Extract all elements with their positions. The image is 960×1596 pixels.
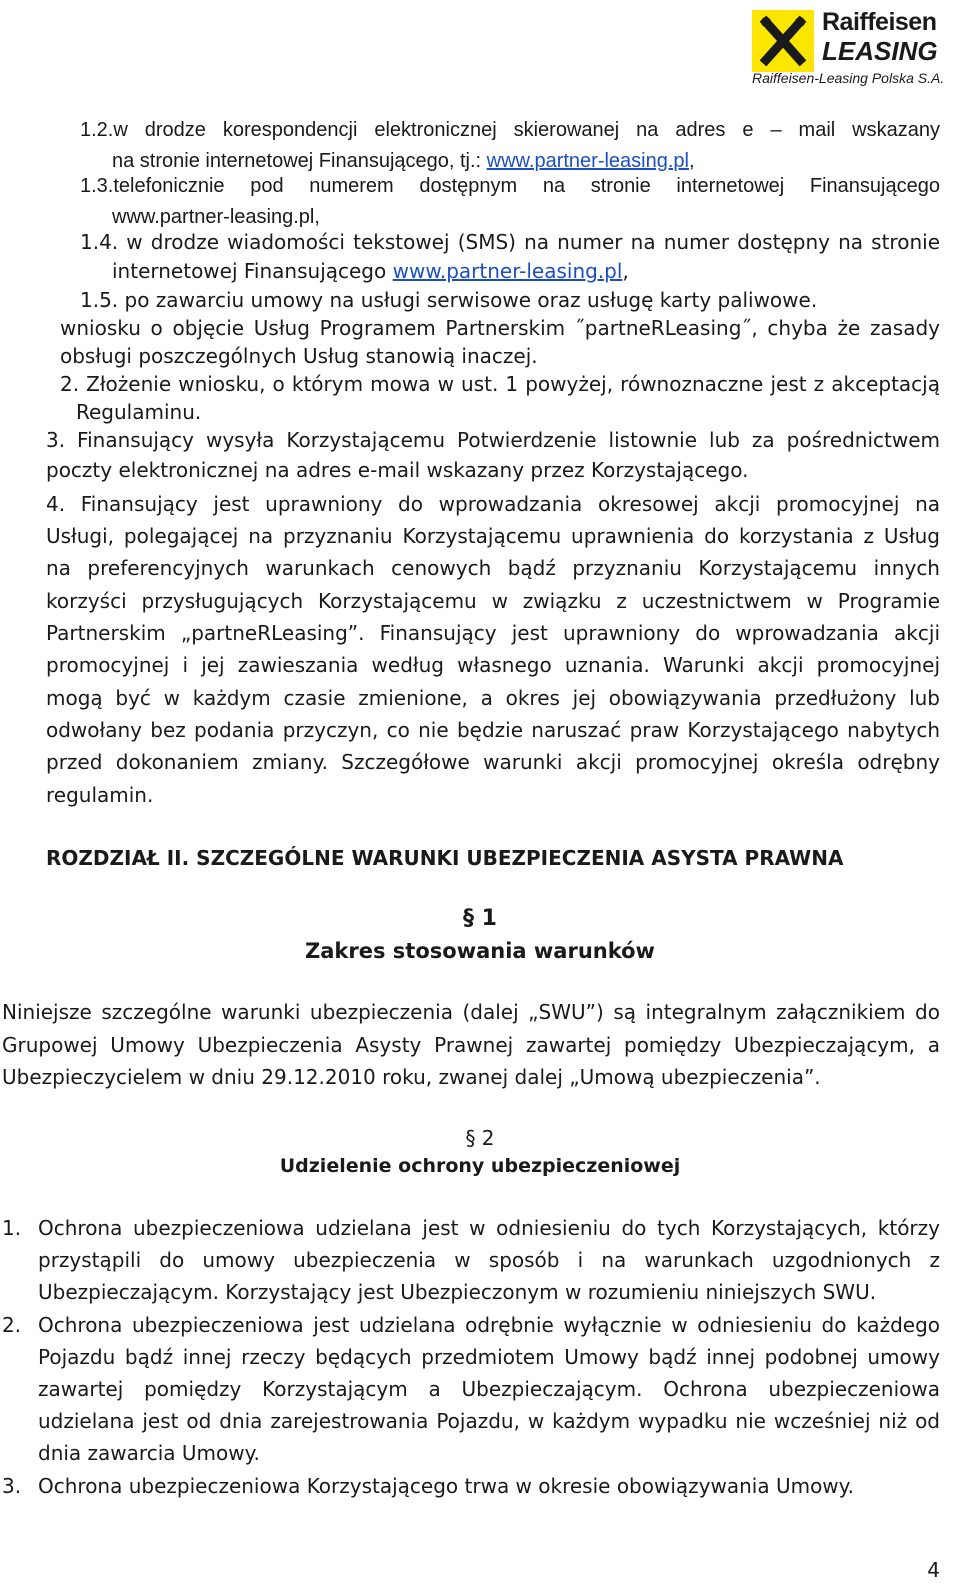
item-3-line2: poczty elektronicznej na adres e-mail wskazany przez Korzystającego. — [46, 458, 749, 482]
list-item-1-4-punct: , — [622, 259, 629, 283]
page-number: 4 — [927, 1558, 940, 1582]
section-2-item-2-line5: dnia zawarcia Umowy. — [38, 1441, 260, 1465]
item-4-line6: promocyjnej i jej zawieszania według własnego uznania. Warunki akcji promocyjnej — [46, 653, 940, 677]
section-2-item-2-number: 2. — [2, 1313, 22, 1337]
section-2-item-1-number: 1. — [2, 1216, 22, 1240]
list-item-1-3-line2: www.partner-leasing.pl, — [112, 206, 320, 228]
section-2-symbol: § 2 — [465, 1126, 495, 1150]
section-1-symbol: § 1 — [463, 906, 497, 931]
item-4-line4: korzyści przysługujących Korzystającemu w związku z uczestnictwem w Programie — [46, 589, 940, 613]
section-2-title: Udzielenie ochrony ubezpieczeniowej — [279, 1155, 681, 1177]
section-1-line2: Grupowej Umowy Ubezpieczenia Asysty Prawnej zawartej pomiędzy Ubezpieczającym, a — [2, 1033, 940, 1057]
item-4-line1: 4. Finansujący jest uprawniony do wprowadzania okresowej akcji promocyjnej na — [46, 492, 940, 516]
list-item-1-4-text: internetowej Finansującego — [112, 259, 393, 283]
section-2-item-1-line2: przystąpili do umowy ubezpieczenia w sposób i na warunkach uzgodnionych z — [38, 1248, 940, 1272]
partner-leasing-link[interactable]: www.partner-leasing.pl — [486, 150, 689, 172]
item-3-line1: 3. Finansujący wysyła Korzystającemu Potwierdzenie listownie lub za pośrednictwem — [46, 428, 940, 452]
section-1-title: Zakres stosowania warunków — [305, 939, 655, 963]
wniosek-line1: wniosku o objęcie Usług Programem Partnerskim ˝partneRLeasing˝, chyba że zasady — [60, 316, 940, 340]
section-2-item-2-line1: Ochrona ubezpieczeniowa jest udzielana odrębnie wyłącznie w odniesieniu do każdego — [38, 1313, 940, 1337]
list-item-1-2-punct: , — [689, 150, 695, 172]
list-item-1-3-line1: 1.3.telefonicznie pod numerem dostępnym na stronie internetowej Finansującego — [80, 175, 940, 197]
chapter-heading: ROZDZIAŁ II. SZCZEGÓLNE WARUNKI UBEZPIECZENIA ASYSTA PRAWNA — [46, 846, 844, 870]
item-2-line2: Regulaminu. — [76, 400, 202, 424]
section-2-item-2-line3: zawartej pomiędzy Korzystającym a Ubezpieczającym. Ochrona ubezpieczeniowa — [38, 1377, 940, 1401]
section-1-line3: Ubezpieczycielem w dniu 29.12.2010 roku, zwanej dalej „Umową ubezpieczenia”. — [2, 1065, 821, 1089]
item-4-line10: regulamin. — [46, 783, 154, 807]
raiffeisen-gable-cross-icon — [752, 10, 814, 72]
list-item-1-4-line1: 1.4. w drodze wiadomości tekstowej (SMS) na numer na numer dostępny na stronie — [80, 230, 940, 254]
item-4-line2: Usługi, polegającej na przyznaniu Korzystającemu uprawnienia do korzystania z Usług — [46, 524, 940, 548]
logo-brand-line2: LEASING — [822, 36, 938, 66]
section-2-item-1-line1: Ochrona ubezpieczeniowa udzielana jest w odniesieniu do tych Korzystających, którzy — [38, 1216, 940, 1240]
item-4-line8: odwołany bez podania przyczyn, co nie będzie naruszać praw Korzystającego nabytych — [46, 718, 940, 742]
item-4-line5: Partnerskim „partneRLeasing”. Finansujący jest uprawniony do wprowadzania akcji — [46, 621, 940, 645]
section-2-item-2-line2: Pojazdu bądź innej rzeczy będących przedmiotem Umowy bądź innej podobnej umowy — [38, 1345, 940, 1369]
logo-brand-line1: Raiffeisen — [822, 8, 937, 36]
section-2-item-1-line3: Ubezpieczającym. Korzystający jest Ubezpieczonym w rozumieniu niniejszych SWU. — [38, 1280, 877, 1304]
list-item-1-5: 1.5. po zawarciu umowy na usługi serwisowe oraz usługę karty paliwowe. — [80, 288, 818, 312]
section-2-item-2-line4: udzielana jest od dnia zarejestrowania Pojazdu, w każdym wypadku nie wcześniej niż od — [38, 1409, 940, 1433]
item-4-line7: mogą być w każdym czasie zmienione, a okres jej obowiązywania przedłużony lub — [46, 686, 940, 710]
section-2-item-3-number: 3. — [2, 1474, 22, 1498]
section-1-line1: Niniejsze szczególne warunki ubezpieczenia (dalej „SWU”) są integralnym załącznikiem do — [2, 1000, 940, 1024]
raiffeisen-leasing-logo — [752, 8, 952, 84]
partner-leasing-link-2[interactable]: www.partner-leasing.pl — [392, 259, 623, 283]
section-2-item-3-line1: Ochrona ubezpieczeniowa Korzystającego trwa w okresie obowiązywania Umowy. — [38, 1474, 855, 1498]
item-2-line1: 2. Złożenie wniosku, o którym mowa w ust. 1 powyżej, równoznaczne jest z akceptacją — [60, 372, 940, 396]
item-4-line3: na preferencyjnych warunkach cenowych bądź przyznaniu Korzystającemu innych — [46, 556, 940, 580]
wniosek-line2: obsługi poszczególnych Usług stanowią inaczej. — [60, 344, 538, 368]
list-item-1-2-text: na stronie internetowej Finansującego, tj.: — [112, 150, 487, 172]
logo-brand-line3: Raiffeisen-Leasing Polska S.A. — [752, 70, 945, 86]
list-item-1-2-line1: 1.2.w drodze korespondencji elektronicznej skierowanej na adres e – mail wskazany — [80, 119, 940, 141]
item-4-line9: przed dokonaniem zmiany. Szczegółowe warunki akcji promocyjnej określa odrębny — [46, 750, 940, 774]
